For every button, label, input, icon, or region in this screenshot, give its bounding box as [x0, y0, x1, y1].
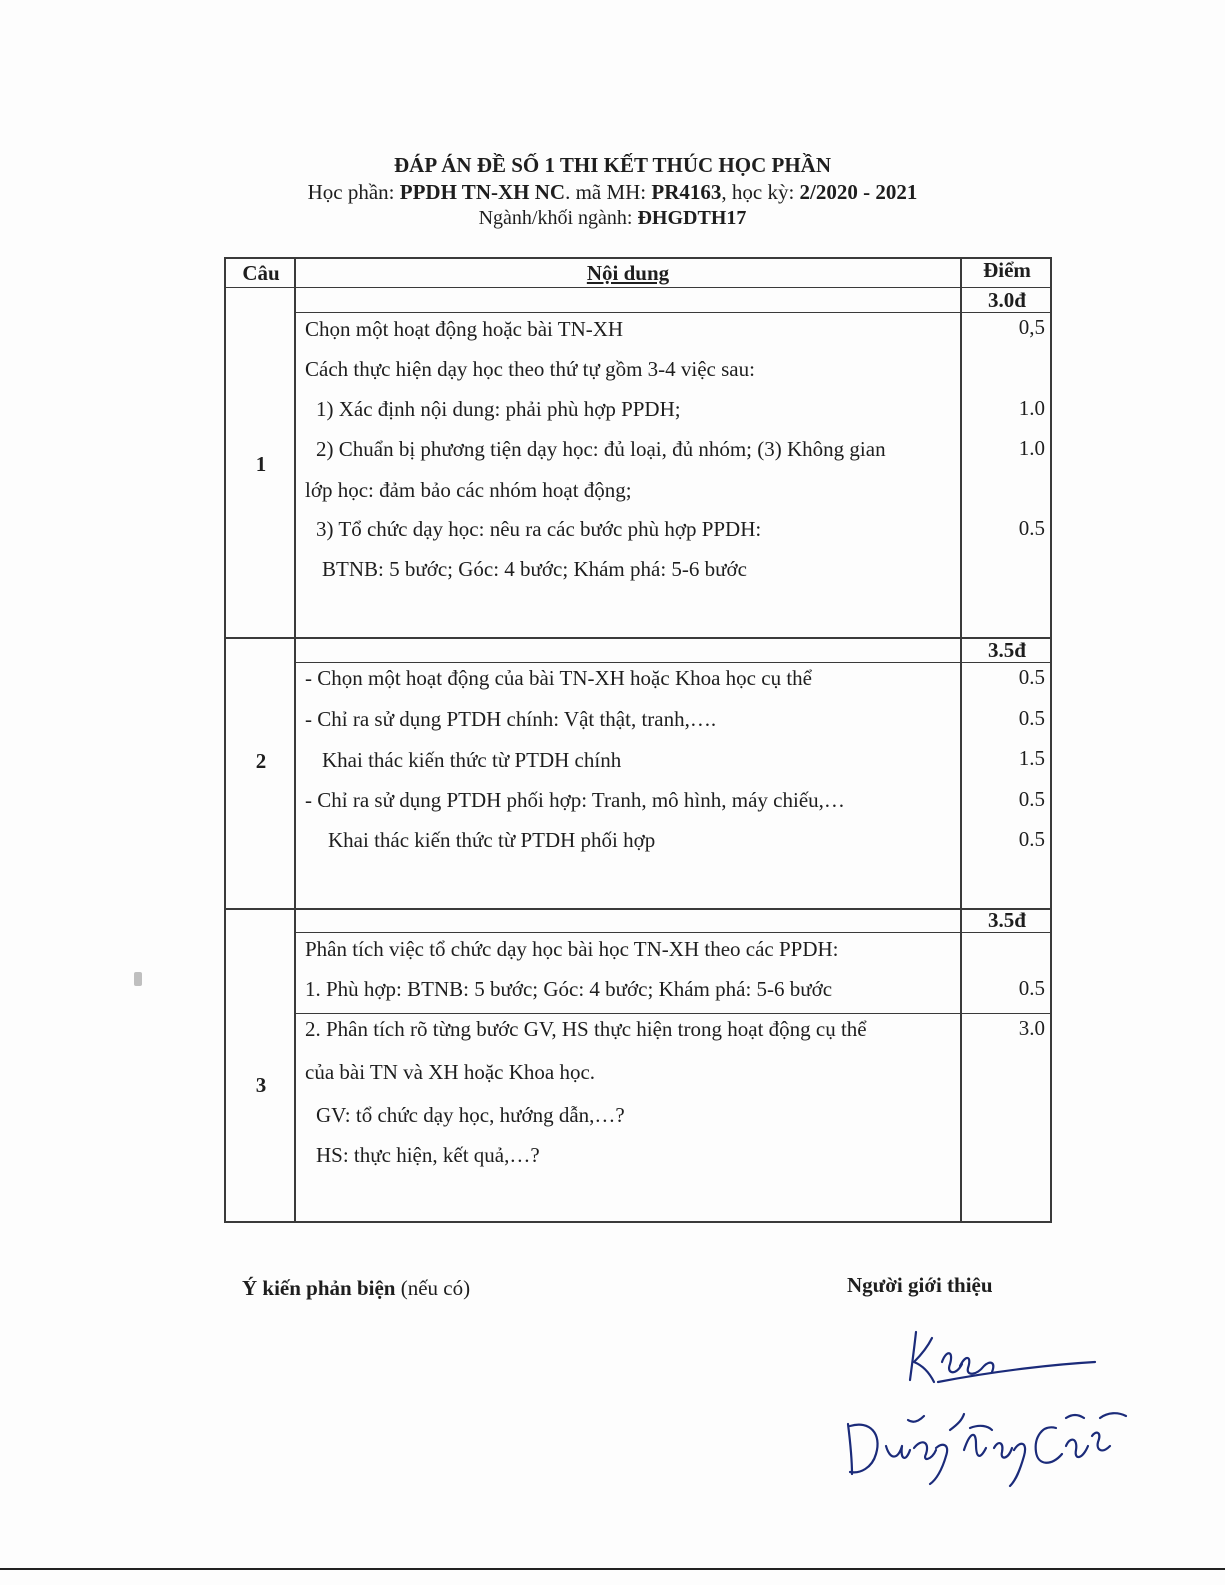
course-info — [0, 180, 1225, 205]
table-border-top — [224, 257, 1052, 259]
handwritten-signature — [830, 1320, 1150, 1500]
table-rule-q3 — [224, 908, 1052, 910]
answer-line: Khai thác kiến thức từ PTDH chính — [322, 748, 622, 772]
table-border-right — [1050, 258, 1052, 1223]
answer-line: HS: thực hiện, kết quả,…? — [316, 1143, 540, 1167]
answer-line: 1) Xác định nội dung: phải phù hợp PPDH; — [316, 397, 681, 421]
q3-subrule-2 — [294, 1013, 1052, 1014]
review-note: (nếu có) — [395, 1276, 471, 1300]
course-name: PPDH TN-XH NC — [399, 180, 566, 204]
question-number: 1 — [255, 452, 267, 476]
program-code: ĐHGDTH17 — [637, 207, 747, 229]
line-score: 0.5 — [1018, 665, 1045, 689]
answer-line: - Chọn một hoạt động của bài TN-XH hoặc Khoa học cụ thể — [305, 666, 812, 690]
q2-subrule — [294, 662, 1052, 663]
answer-line: Phân tích việc tổ chức dạy học bài học TN-XH theo các PPDH: — [305, 937, 839, 961]
line-score: 1.0 — [1018, 436, 1045, 460]
page-bottom-rule — [0, 1568, 1225, 1570]
line-score: 0.5 — [1018, 976, 1045, 1000]
review-label: Ý kiến phản biện — [242, 1276, 396, 1300]
answer-line: - Chỉ ra sử dụng PTDH phối hợp: Tranh, mô hình, máy chiếu,… — [305, 788, 845, 812]
table-border-bottom — [224, 1221, 1052, 1223]
line-score: 0.5 — [1018, 827, 1045, 851]
line-score: 1.0 — [1018, 396, 1045, 420]
program-label: Ngành/khối ngành: — [478, 207, 638, 229]
course-label: Học phần: — [307, 180, 400, 204]
line-score: 3.0 — [1018, 1016, 1045, 1040]
line-score: 0,5 — [1018, 315, 1045, 339]
course-code-label: . mã MH: — [565, 180, 652, 204]
program-info — [0, 207, 1225, 230]
line-score: 1.5 — [1018, 746, 1045, 770]
question-total: 3.5đ — [988, 638, 1026, 662]
q3-subrule — [294, 932, 1052, 933]
table-header-rule — [224, 287, 1052, 288]
answer-line: Khai thác kiến thức từ PTDH phối hợp — [328, 828, 656, 852]
line-score: 0.5 — [1018, 516, 1045, 540]
question-total: 3.0đ — [988, 288, 1026, 312]
answer-line: GV: tổ chức dạy học, hướng dẫn,…? — [316, 1103, 625, 1127]
semester-label: , học kỳ: — [721, 180, 800, 204]
header-question: Câu — [242, 261, 280, 285]
line-score: 0.5 — [1018, 706, 1045, 730]
answer-line: Cách thực hiện dạy học theo thứ tự gồm 3-4 việc sau: — [305, 357, 755, 381]
semester: 2/2020 - 2021 — [799, 180, 918, 204]
answer-line: 2) Chuẩn bị phương tiện dạy học: đủ loại, đủ nhóm; (3) Không gian — [316, 437, 886, 461]
margin-scan-mark — [134, 972, 142, 986]
answer-line: lớp học: đảm bảo các nhóm hoạt động; — [305, 478, 632, 502]
question-number: 2 — [255, 749, 267, 773]
table-rule-q2 — [224, 637, 1052, 639]
course-code: PR4163 — [651, 180, 722, 204]
question-total: 3.5đ — [988, 908, 1026, 932]
line-score: 0.5 — [1018, 787, 1045, 811]
document-title: ĐÁP ÁN ĐỀ SỐ 1 THI KẾT THÚC HỌC PHẦN — [394, 153, 831, 177]
answer-line: của bài TN và XH hoặc Khoa học. — [305, 1060, 596, 1084]
answer-line: 3) Tổ chức dạy học: nêu ra các bước phù hợp PPDH: — [316, 517, 762, 541]
table-divider-score — [960, 258, 962, 1223]
header-score: Điểm — [983, 258, 1031, 282]
answer-line: - Chỉ ra sử dụng PTDH chính: Vật thật, tranh,…. — [305, 707, 717, 731]
answer-line: 2. Phân tích rõ từng bước GV, HS thực hiện trong hoạt động cụ thể — [305, 1017, 867, 1041]
answer-line: BTNB: 5 bước; Góc: 4 bước; Khám phá: 5-6 bước — [322, 557, 747, 581]
review-section — [242, 1276, 470, 1301]
answer-line: 1. Phù hợp: BTNB: 5 bước; Góc: 4 bước; Khám phá: 5-6 bước — [305, 977, 833, 1001]
introducer-label: Người giới thiệu — [847, 1273, 993, 1297]
question-number: 3 — [255, 1073, 267, 1097]
q1-subrule — [294, 312, 1052, 313]
answer-line: Chọn một hoạt động hoặc bài TN-XH — [305, 317, 624, 341]
header-content: Nội dung — [586, 261, 670, 285]
